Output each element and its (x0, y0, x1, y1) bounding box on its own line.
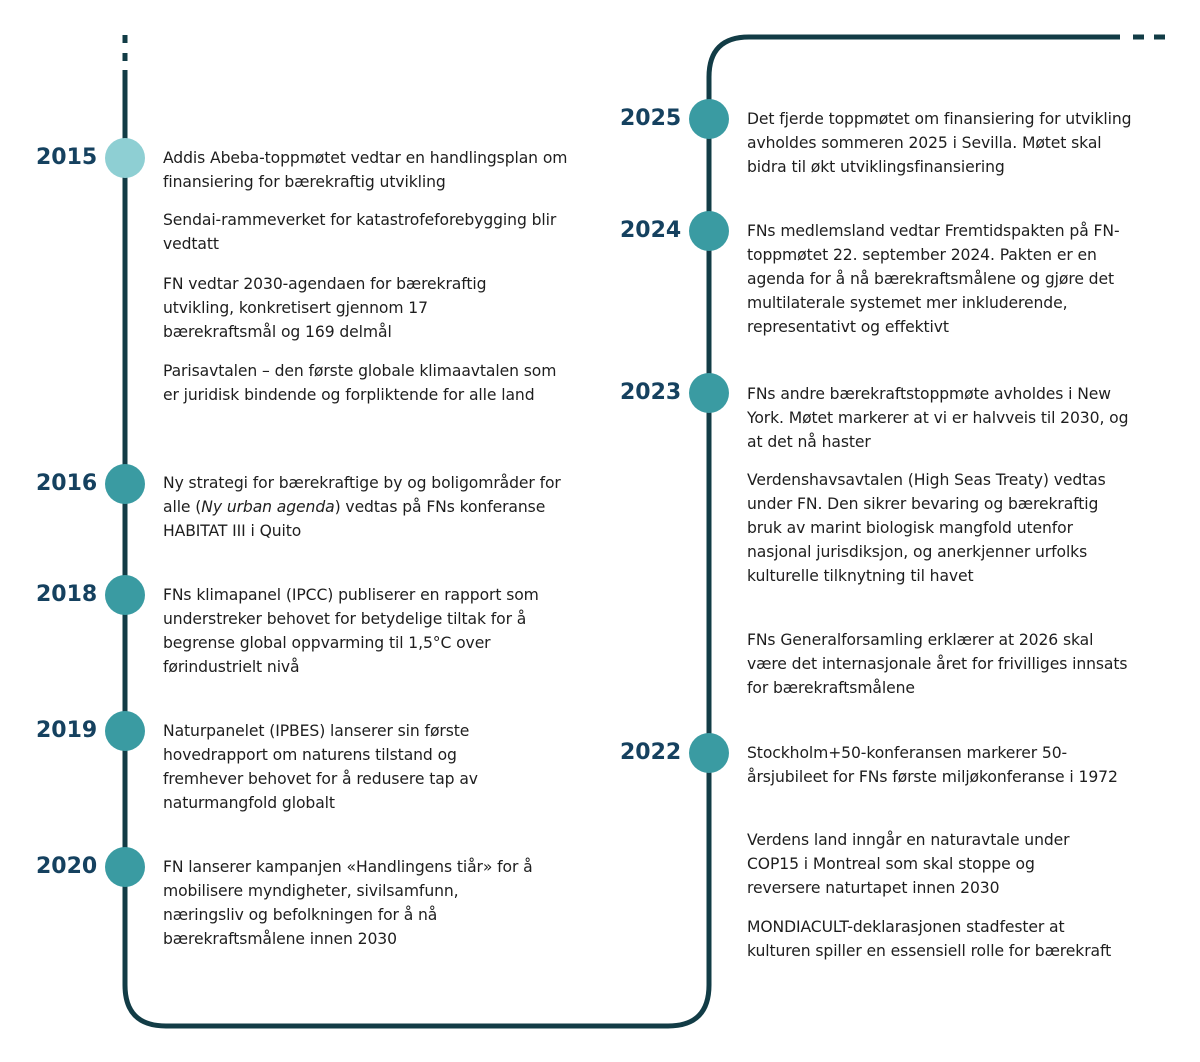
event-2015-sendai: Sendai-rammeverket for katastrofeforebygging blir vedtatt (163, 211, 557, 253)
event-2023-frivilliges-ar: FNs Generalforsamling erklærer at 2026 skal være det internasjonale året for frivilliges innsats for bærekraftsmålene (747, 631, 1128, 697)
year-label-2022: 2022 (620, 740, 682, 765)
year-marker-2018 (105, 575, 145, 615)
year-marker-2015 (105, 138, 145, 178)
year-label-2023: 2023 (620, 380, 682, 405)
year-label-2020: 2020 (36, 854, 98, 879)
year-marker-2025 (689, 99, 729, 139)
event-2018-ipcc: FNs klimapanel (IPCC) publiserer en rapport som understreker behovet for betydelige tiltak for å begrense global oppvarming til 1,5°C over førindustrielt nivå (163, 586, 539, 676)
year-label-2015: 2015 (36, 145, 98, 170)
event-2016-urban-agenda (163, 471, 578, 543)
year-marker-2024 (689, 211, 729, 251)
year-label-2019: 2019 (36, 718, 98, 743)
event-2022-cop15: Verdens land inngår en naturavtale under COP15 i Montreal som skal stoppe og reversere naturtapet innen 2030 (747, 831, 1070, 897)
event-2023-high-seas-treaty: Verdenshavsavtalen (High Seas Treaty) vedtas under FN. Den sikrer bevaring og bærekraftig bruk av marint biologisk mangfold utenfor nasjonal jurisdiksjon, og anerkjenner urfolks kulturelle tilknytning til havet (747, 471, 1106, 585)
event-2019-ipbes: Naturpanelet (IPBES) lanserer sin første hovedrapport om naturens tilstand og fremhever behovet for å redusere tap av naturmangfold globalt (163, 722, 478, 812)
event-2015-addis-abeba: Addis Abeba-toppmøtet vedtar en handlingsplan om finansiering for bærekraftig utvikling (163, 149, 568, 191)
year-marker-2022 (689, 733, 729, 773)
year-label-2018: 2018 (36, 582, 98, 607)
event-2022-stockholm50: Stockholm+50-konferansen markerer 50-årsjubileet for FNs første miljøkonferanse i 1972 (747, 744, 1118, 786)
event-2016-text-before: Ny strategi for bærekraftige by og boligområder for alle ( (163, 474, 561, 516)
event-2015-agenda-2030: FN vedtar 2030-agendaen for bærekraftig utvikling, konkretisert gjennom 17 bærekraftsmål og 169 delmål (163, 275, 487, 341)
event-2020-handlingens-tiar: FN lanserer kampanjen «Handlingens tiår» for å mobilisere myndigheter, sivilsamfunn, næringsliv og befolkningen for å nå bærekraftsmålene innen 2030 (163, 858, 533, 948)
year-marker-2016 (105, 464, 145, 504)
event-2016-text-after: ) vedtas på FNs konferanse HABITAT III i Quito (163, 498, 546, 540)
event-2016-text-italic: Ny urban agenda (201, 498, 335, 516)
event-2025-sevilla: Det fjerde toppmøtet om finansiering for utvikling avholdes sommeren 2025 i Sevilla. Møtet skal bidra til økt utviklingsfinansiering (747, 110, 1132, 176)
event-2015-parisavtalen: Parisavtalen – den første globale klimaavtalen som er juridisk bindende og forpliktende for alle land (163, 362, 557, 404)
year-label-2016: 2016 (36, 471, 98, 496)
event-2024-fremtidspakten: FNs medlemsland vedtar Fremtidspakten på FN-toppmøtet 22. september 2024. Pakten er en agenda for å nå bærekraftsmålene og gjøre det multilaterale systemet mer inkluderende, representativt og effektivt (747, 222, 1120, 336)
year-marker-2019 (105, 711, 145, 751)
event-2022-mondiacult: MONDIACULT-deklarasjonen stadfester at kulturen spiller en essensiell rolle for bærekraft (747, 918, 1112, 960)
event-2023-baerekraftstoppmote: FNs andre bærekraftstoppmøte avholdes i New York. Møtet markerer at vi er halvveis til 2030, og at det nå haster (747, 385, 1129, 451)
year-marker-2023 (689, 373, 729, 413)
year-marker-2020 (105, 847, 145, 887)
year-label-2024: 2024 (620, 218, 682, 243)
year-label-2025: 2025 (620, 106, 682, 131)
